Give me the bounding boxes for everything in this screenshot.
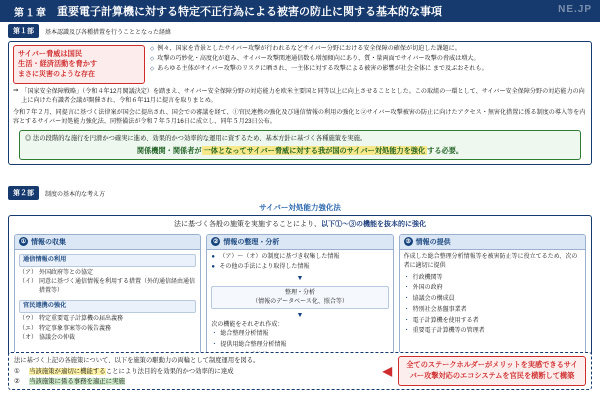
dot-item [404, 306, 581, 315]
law-line [14, 220, 586, 230]
law-title: サイバー対処能力強化法 [259, 203, 341, 212]
list-text: 特定重要電子計算機の届出義務 [39, 315, 124, 322]
diamond-icon: ◇ [150, 55, 155, 62]
bottom-intro: 法に基づく上記の各施策について、以下を施策の駆動力の両輪として制度運用を図る。 [14, 357, 260, 364]
section-1 [8, 24, 592, 165]
list-text: 特定事象事案等の報告義務 [39, 325, 112, 332]
number-badge: ③ [405, 239, 411, 246]
law-line-highlight: 以下①～③の機能を抜本的に強化 [321, 221, 426, 228]
section-1-bullets [150, 45, 587, 84]
bullet-item [150, 45, 587, 54]
bottom-item-text [29, 377, 125, 387]
list-item [19, 278, 196, 295]
section-1-body [8, 41, 592, 165]
bottom-right-callout [398, 356, 586, 386]
section-2 [8, 186, 592, 375]
section-2-heading [8, 186, 592, 200]
section-1-chip: 第１部 [8, 24, 39, 38]
green-line-2-pre: 関係機関・関係者が [136, 145, 202, 155]
column-provision-body [400, 250, 585, 341]
diamond-icon: ◇ [150, 65, 155, 72]
dot-item [404, 317, 581, 326]
bullet-item [150, 55, 587, 64]
paragraph-2: 令和７年２月、同提言に基づく法律案が国会に提出され、国会での審議を経て、①官民連携の強化及び通信情報の利用の強化と②サイバー攻撃被害の防止に向けたアクセス・無害化措置に係る制度の導入等を内容とするサイバー対処能力強化法、同整備法が令和７年５月16日に成立し、同年５月23日公布。 [13, 109, 586, 126]
bullet-dot-icon: ・ [211, 331, 218, 338]
bullet-dot-icon: ● [211, 253, 215, 260]
green-line-2 [25, 146, 575, 156]
dot-item [211, 263, 388, 272]
list-item [19, 334, 196, 343]
dot-text: その他の手法により取得した情報 [219, 264, 310, 271]
threat-callout-strong: まさに災害のような存在 [18, 71, 95, 79]
bullet-dot-icon: ・ [403, 328, 410, 335]
list-item [19, 269, 196, 278]
bullet-dot-icon: ・ [403, 306, 410, 313]
list-item [19, 315, 196, 324]
dot-text: 電子計算機を使用する者 [412, 317, 479, 324]
section-1-title: 基本認識及び各種措置を行うこととなった経緯 [45, 29, 172, 36]
function-columns [14, 234, 586, 370]
list-text: 同意に基づく通信情報を利用する措置（外的通信経由通信措置等） [39, 279, 196, 295]
dot-text: 提供用総合整理分析情報 [220, 341, 287, 348]
bullet-dot-icon: ・ [211, 341, 218, 348]
dot-item [404, 284, 581, 293]
green-line-1: ◎ 法の段階的な施行を円滑かつ確実に進め、効果的かつ効率的な運用に資するため、基本方針に基づく各種施策を実施。 [25, 135, 367, 143]
list-item [19, 325, 196, 334]
list-marker: （イ） [19, 279, 38, 286]
bottom-box [8, 352, 592, 390]
bullet-dot-icon: ● [211, 264, 215, 271]
bottom-item-highlight: 当該施策が適切に機能する [29, 368, 106, 376]
column-analysis-title: 情報の整理・分析 [223, 238, 280, 246]
column-analysis-header [207, 235, 392, 250]
bullet-text: 攻撃の巧妙化・高度化が進み、サイバー攻撃関連通信数も増加傾向にあり、質・量両面でサイバー攻撃の脅威は増大。 [157, 54, 480, 62]
dot-item [404, 274, 581, 283]
list-marker: （ア） [19, 269, 38, 276]
section-2-title: 制度の基本的な考え方 [45, 191, 106, 198]
dot-text: 外国の政府 [412, 285, 443, 292]
list-marker: （エ） [19, 325, 38, 332]
page-title: 重要電子計算機に対する特定不正行為による被害の防止に関する基本的な事項 [57, 6, 442, 18]
list-text: 外国政府等との協定 [39, 269, 94, 276]
analysis-box: 整理・分析 （情報のデータベース化、照合等） [211, 286, 388, 309]
number-badge: ① [20, 239, 27, 246]
dot-text: 協議会の構成員 [412, 296, 455, 303]
bottom-list-item [14, 367, 377, 377]
dot-item [211, 341, 388, 350]
down-arrow-icon: ▼ [296, 312, 304, 320]
analysis-after-text: 次の機能をそれぞれ作成： [211, 322, 284, 329]
arrow-icon: ⇒ [13, 86, 19, 94]
bottom-right-text: 全てのステークホルダーがメリットを実感できるサイバー攻撃対応のエコシステムを官民を横断して構築 [406, 360, 578, 381]
dot-text: 行政機関等 [412, 274, 443, 281]
list-marker: ① [14, 368, 20, 376]
green-line-2-highlight: 一体となってサイバー脅威に対する我が国のサイバー対処能力を強化 [203, 145, 426, 155]
dot-text: 重要電子計算機等の管理者 [412, 328, 485, 335]
list-text: 協議会の仲裁 [39, 335, 76, 342]
sub-header-comm-info: 通信情報の利用 [19, 254, 196, 267]
watermark-text: NE.JP [558, 4, 592, 15]
dot-item [211, 253, 388, 262]
page-header [0, 0, 600, 22]
bottom-list-item [14, 377, 377, 387]
bullet-text: あらゆる主体がサイバー攻撃のリスクに晒され、一主体に対する攻撃による被害の影響が社会全体に まで及ぶおそれも。 [157, 64, 488, 72]
bullet-text: 例々、国家を背景としたサイバー攻撃が行われるなどサイバー分野における安全保障の確保が切迫した課題に。 [157, 45, 461, 52]
bottom-item-text [29, 367, 234, 377]
section-2-chip: 第２部 [8, 186, 39, 200]
column-collection-header [15, 235, 200, 250]
provision-intro: 作成した総合整理分析情報等を被害防止等に役立てるため、次の者に適切に提供 [403, 253, 578, 269]
column-collection-body [15, 250, 200, 347]
column-provision-header [400, 235, 585, 250]
bottom-left [14, 356, 377, 386]
dot-item [404, 295, 581, 304]
sub-header-public-private: 官民連携の強化 [19, 300, 196, 313]
chapter-label: 第１章 [14, 7, 47, 19]
down-arrow-icon: ▼ [296, 275, 304, 283]
column-analysis-body [207, 250, 392, 366]
bottom-item-rest: ことにより法目的を効果的かつ効率的に達成 [105, 368, 234, 376]
section-1-heading [8, 24, 592, 38]
column-collection-title: 情報の収集 [31, 238, 66, 246]
paragraph-1-row [13, 87, 587, 105]
threat-callout [13, 45, 145, 84]
column-provision-title: 情報の提供 [415, 238, 451, 246]
bullet-dot-icon: ・ [403, 296, 410, 303]
list-marker: ② [14, 377, 20, 385]
column-analysis [206, 234, 393, 370]
column-collection [14, 234, 201, 370]
bullet-dot-icon: ・ [403, 317, 410, 324]
bullet-dot-icon: ・ [403, 274, 410, 281]
list-marker: （オ） [19, 335, 38, 342]
bottom-section [8, 352, 592, 390]
dot-item [404, 327, 581, 336]
dot-text: （ア）～（オ）の制度に基づき収集した情報 [219, 253, 340, 260]
green-line-2-post: する必要。 [427, 145, 464, 155]
number-badge: ② [213, 239, 219, 246]
bottom-item-highlight: 当該施策に係る事務を適正に実施 [29, 377, 125, 385]
list-marker: （ウ） [19, 315, 38, 322]
dot-text: 総合整理分析情報 [220, 331, 269, 338]
green-callout [19, 130, 581, 159]
threat-callout-title: サイバー脅威は国民 生活・経済活動を脅かす [18, 49, 98, 68]
left-arrow-icon: ◀ [382, 364, 392, 379]
column-provision [399, 234, 586, 370]
diamond-icon: ◇ [150, 46, 155, 52]
green-line-1-text: 法の段階的な施行を円滑かつ確実に進め、効果的かつ効率的な運用に資するため、基本方針に基づく各種施策を実施。 [33, 135, 367, 143]
dot-text: 特別社会基盤事業者 [412, 306, 467, 313]
paragraph-1: 「国家安全保障戦略」（令和４年12月閣議決定）を踏まえ、サイバー安全保障分野の対応能力を欧米主要国と同等以上に向上させることとした。この取組の一環として、サイバー安全保障分野の対応能力の向上に向けた有識者会議が開催され、令和６年11月に提言を取りまとめ。 [21, 87, 585, 105]
bullet-dot-icon: ・ [403, 285, 410, 292]
dot-item [211, 330, 388, 339]
bullet-item [150, 65, 587, 74]
law-line-pre: 法に基づく各般の施策を実施することにより、 [174, 221, 321, 228]
